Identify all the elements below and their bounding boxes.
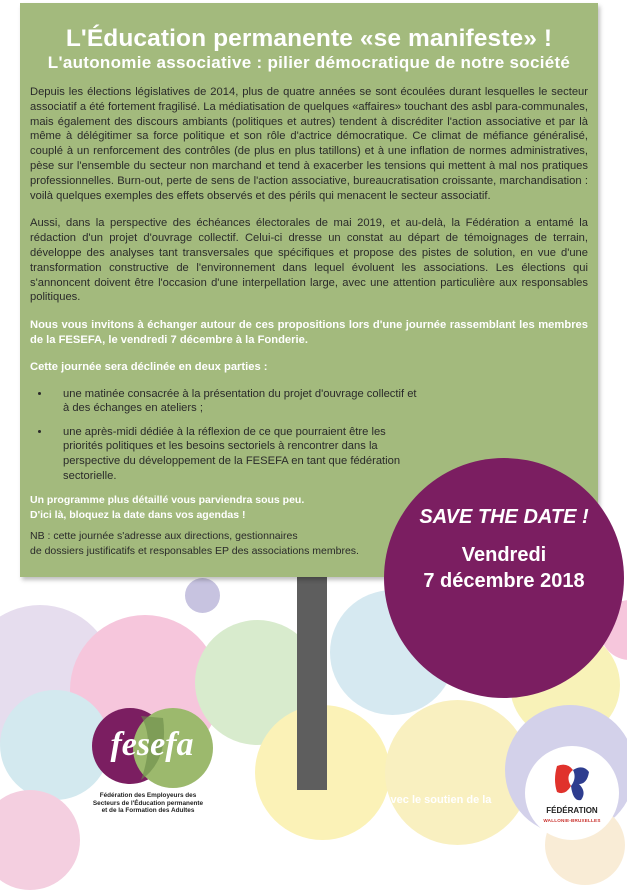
audience-note-line: NB : cette journée s'adresse aux directions, gestionnaires [30,530,298,543]
paragraph-invitation: Nous vous invitons à échanger autour de ces propositions lors d'une journée rassemblant les membres de la FESEFA, le vendredi 7 décembre à la Fonderie. [30,319,588,346]
logo-caption-line: et de la Formation des Adultes [101,807,195,815]
fwb-logo-subname: WALLONIE-BRUXELLES [543,818,601,823]
program-note-line: Un programme plus détaillé vous parviendra sous peu. [30,494,305,507]
fesefa-logo-caption [48,792,248,815]
save-the-date-badge [384,458,624,698]
logo-caption-line: Secteurs de l'Éducation permanente [92,799,204,807]
sign-pole [297,540,327,790]
fwb-logo-icon [553,762,591,802]
page-title: L'Éducation permanente «se manifeste» ! [65,25,553,52]
logo-caption-line: Fédération des Employeurs des [99,792,197,799]
event-day: Vendredi [461,544,547,566]
decor-circle [185,578,220,613]
program-note-line: D'ici là, bloquez la date dans vos agendas ! [30,508,246,521]
parts-intro: Cette journée sera déclinée en deux parties : [30,360,268,373]
audience-note-line: de dossiers justificatifs et responsables EP des associations membres. [30,544,359,557]
paragraph-project: Aussi, dans la perspective des échéances électorales de mai 2019, et au-delà, la Fédération a entamé la rédaction d'un projet d'ouvrage collectif. Celui-ci dresse un constat au départ de témoignages de terrain, développe des analyses tant transversales que spécifiques et propose des pistes de solution, en vue d'une transformation constructive de l'environnement dans lequel évoluent les associations. Les élections qui s'annoncent doivent être l'occasion d'une interpellation large, avec une attention particulière aux responsables politiques. [30,217,588,304]
fwb-logo-name: FÉDÉRATION [546,806,598,815]
fwb-logo-text [525,806,619,825]
parts-list [30,387,423,484]
paragraph-context: Depuis les élections législatives de 2014, plus de quatre années se sont écoulées durant lesquelles le secteur associatif a été fortement fragilisé. La médiatisation de quelques «affaires» touchant des asbl para-communales, mais également des discours ambiants (politiques et autres) tendent à discréditer l'action associative et par là même à délégitimer sa force politique et son rôle d'actrice démocratique. Ce climat de méfiance généralisé, couplé à un renforcement des contrôles (de plus en plus tatillons) et à une inflation de normes administratives, pèse sur l'ensemble du secteur non marchand et tend à exacerber les tensions qui mettent à mal nos pratiques professionnelles. Burn-out, perte de sens de l'action associative, bureaucratisation croissante, marchandisation : voilà quelques exemples des effets observés et des périls qui menacent le secteur associatif. [30,86,588,202]
list-item: • une matinée consacrée à la présentation du projet d'ouvrage collectif et à des échanges en ateliers ; [51,387,423,416]
save-the-date-label: SAVE THE DATE ! [419,506,589,528]
fesefa-logo-wordmark: fesefa [110,726,194,763]
page-subtitle: L'autonomie associative : pilier démocratique de notre société [47,53,571,72]
list-item: • une après-midi dédiée à la réflexion de ce que pourraient être les priorités politiques et les besoins sectoriels à rencontrer dans la perspective du développement de la FESEFA en tant que fédération sectorielle. [51,425,423,483]
event-date: 7 décembre 2018 [423,570,585,592]
support-text: Avec le soutien de la [383,794,492,806]
